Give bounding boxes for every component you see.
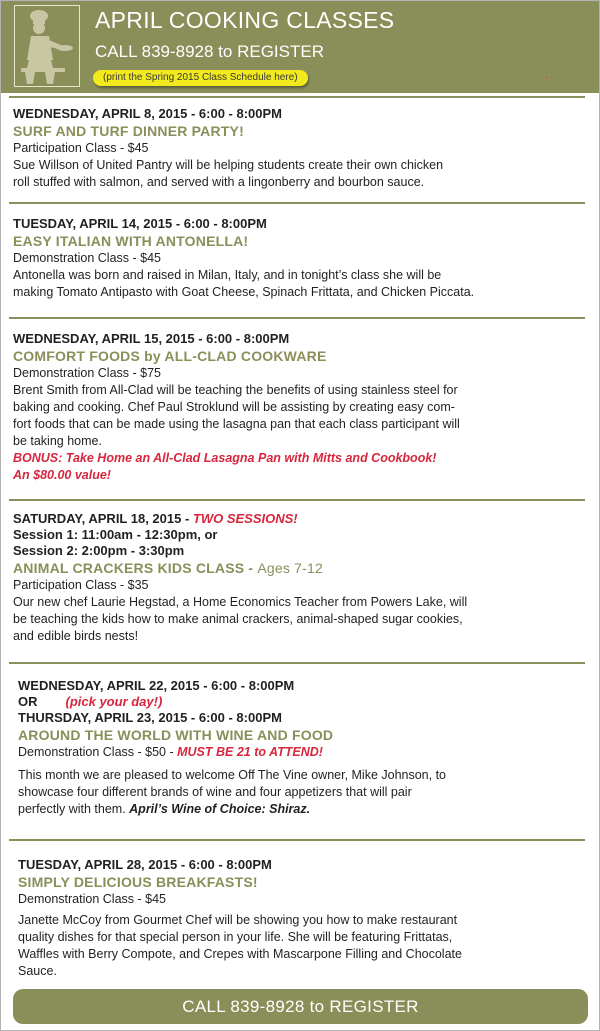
class-description-line: Brent Smith from All-Clad will be teaching the benefits of using stainless steel for	[13, 383, 458, 397]
session-1: Session 1: 11:00am - 12:30pm, or	[13, 527, 218, 542]
class-listing-wine-and-food	[18, 678, 593, 818]
class-listing-animal-crackers	[13, 511, 588, 645]
wine-of-choice: April’s Wine of Choice: Shiraz.	[129, 802, 311, 816]
class-date: TUESDAY, APRIL 14, 2015 - 6:00 - 8:00PM	[13, 216, 267, 231]
bonus-label: BONUS:	[13, 451, 63, 465]
class-description-line: making Tomato Antipasto with Goat Cheese, Spinach Frittata, and Chicken Piccata.	[13, 285, 475, 299]
header-banner	[1, 1, 599, 93]
class-date: WEDNESDAY, APRIL 22, 2015 - 6:00 - 8:00PM	[18, 678, 295, 693]
bonus-offer	[13, 450, 588, 467]
session-2: Session 2: 2:00pm - 3:30pm	[13, 543, 185, 558]
class-date-alt: THURSDAY, APRIL 23, 2015 - 6:00 - 8:00PM	[18, 710, 282, 725]
page-title: APRIL COOKING CLASSES	[95, 7, 395, 33]
bonus-value: An $80.00 value!	[13, 468, 111, 482]
class-title: AROUND THE WORLD WITH WINE AND FOOD	[18, 727, 334, 743]
class-description-line: Sauce.	[18, 964, 57, 978]
divider	[9, 499, 585, 501]
class-description-line: showcase four different brands of wine and four appetizers that will pair	[18, 785, 412, 799]
class-type: Participation Class - $45	[13, 141, 149, 155]
or-label: OR	[18, 694, 38, 709]
red-marker: .	[545, 69, 549, 81]
class-description-line: baking and cooking. Chef Paul Stroklund will be assisting by creating easy com-	[13, 400, 455, 414]
divider	[9, 662, 585, 664]
class-description-text: perfectly with them.	[18, 802, 130, 816]
class-listing-breakfasts	[18, 857, 593, 980]
class-date-text: SATURDAY, APRIL 18, 2015 -	[13, 511, 193, 526]
divider	[9, 839, 585, 841]
class-description-line: Sue Willson of United Pantry will be helping students create their own chicken	[13, 158, 444, 172]
class-description-line: roll stuffed with salmon, and served with a lingonberry and bourbon sauce.	[13, 175, 425, 189]
class-description-line: fort foods that can be made using the lasagna pan that each class participant will	[13, 417, 460, 431]
class-listing-easy-italian	[13, 216, 588, 301]
class-description-line: be teaching the kids how to make animal crackers, animal-shaped sugar cookies,	[13, 612, 463, 626]
class-description-line: quality dishes for that special person in your life. She will be featuring Frittatas,	[18, 930, 453, 944]
class-description-line: Waffles with Berry Compote, and Crepes with Mascarpone Filling and Chocolate	[18, 947, 462, 961]
bonus-text: Take Home an All-Clad Lasagna Pan with Mitts and Cookbook!	[65, 451, 437, 465]
class-ages: Ages 7-12	[257, 560, 323, 576]
two-sessions-badge: TWO SESSIONS!	[192, 511, 298, 526]
print-schedule-link[interactable]: (print the Spring 2015 Class Schedule here)	[93, 70, 308, 86]
class-description-line: Antonella was born and raised in Milan, Italy, and in tonight’s class she will be	[13, 268, 442, 282]
class-title: SIMPLY DELICIOUS BREAKFASTS!	[18, 874, 258, 890]
divider	[9, 317, 585, 319]
class-type: Demonstration Class - $45	[13, 251, 161, 265]
class-description-line: be taking home.	[13, 434, 102, 448]
class-date: WEDNESDAY, APRIL 15, 2015 - 6:00 - 8:00PM	[13, 331, 290, 346]
age-requirement: MUST BE 21 to ATTEND!	[177, 745, 323, 759]
class-listing-comfort-foods	[13, 331, 588, 484]
class-title	[13, 559, 588, 577]
class-title: EASY ITALIAN WITH ANTONELLA!	[13, 233, 249, 249]
class-type	[18, 744, 593, 761]
class-title-text: ANIMAL CRACKERS KIDS CLASS -	[13, 560, 258, 576]
class-description-line	[18, 801, 593, 818]
chef-cooking-icon	[14, 5, 80, 87]
class-description-line: Janette McCoy from Gourmet Chef will be showing you how to make restaurant	[18, 913, 458, 927]
class-type: Demonstration Class - $75	[13, 366, 161, 380]
divider	[9, 96, 585, 98]
register-button[interactable]: CALL 839-8928 to REGISTER	[13, 989, 588, 1024]
class-date	[13, 511, 588, 527]
class-type: Demonstration Class - $45	[18, 892, 166, 906]
class-type: Participation Class - $35	[13, 578, 149, 592]
class-date: TUESDAY, APRIL 28, 2015 - 6:00 - 8:00PM	[18, 857, 272, 872]
chef-cooking-illustration	[15, 6, 79, 86]
pick-your-day: (pick your day!)	[65, 694, 163, 709]
divider	[9, 202, 585, 204]
class-title: COMFORT FOODS by ALL-CLAD COOKWARE	[13, 348, 327, 364]
class-description-line: Our new chef Laurie Hegstad, a Home Economics Teacher from Powers Lake, will	[13, 595, 468, 609]
class-description-line: and edible birds nests!	[13, 629, 139, 643]
class-date: WEDNESDAY, APRIL 8, 2015 - 6:00 - 8:00PM	[13, 106, 283, 121]
class-description-line: This month we are pleased to welcome Off The Vine owner, Mike Johnson, to	[18, 768, 447, 782]
class-title: SURF AND TURF DINNER PARTY!	[13, 123, 244, 139]
date-or	[18, 694, 593, 710]
call-to-register: CALL 839-8928 to REGISTER	[95, 42, 324, 61]
class-type-text: Demonstration Class - $50 -	[18, 745, 178, 759]
class-listing-surf-and-turf	[13, 106, 588, 191]
